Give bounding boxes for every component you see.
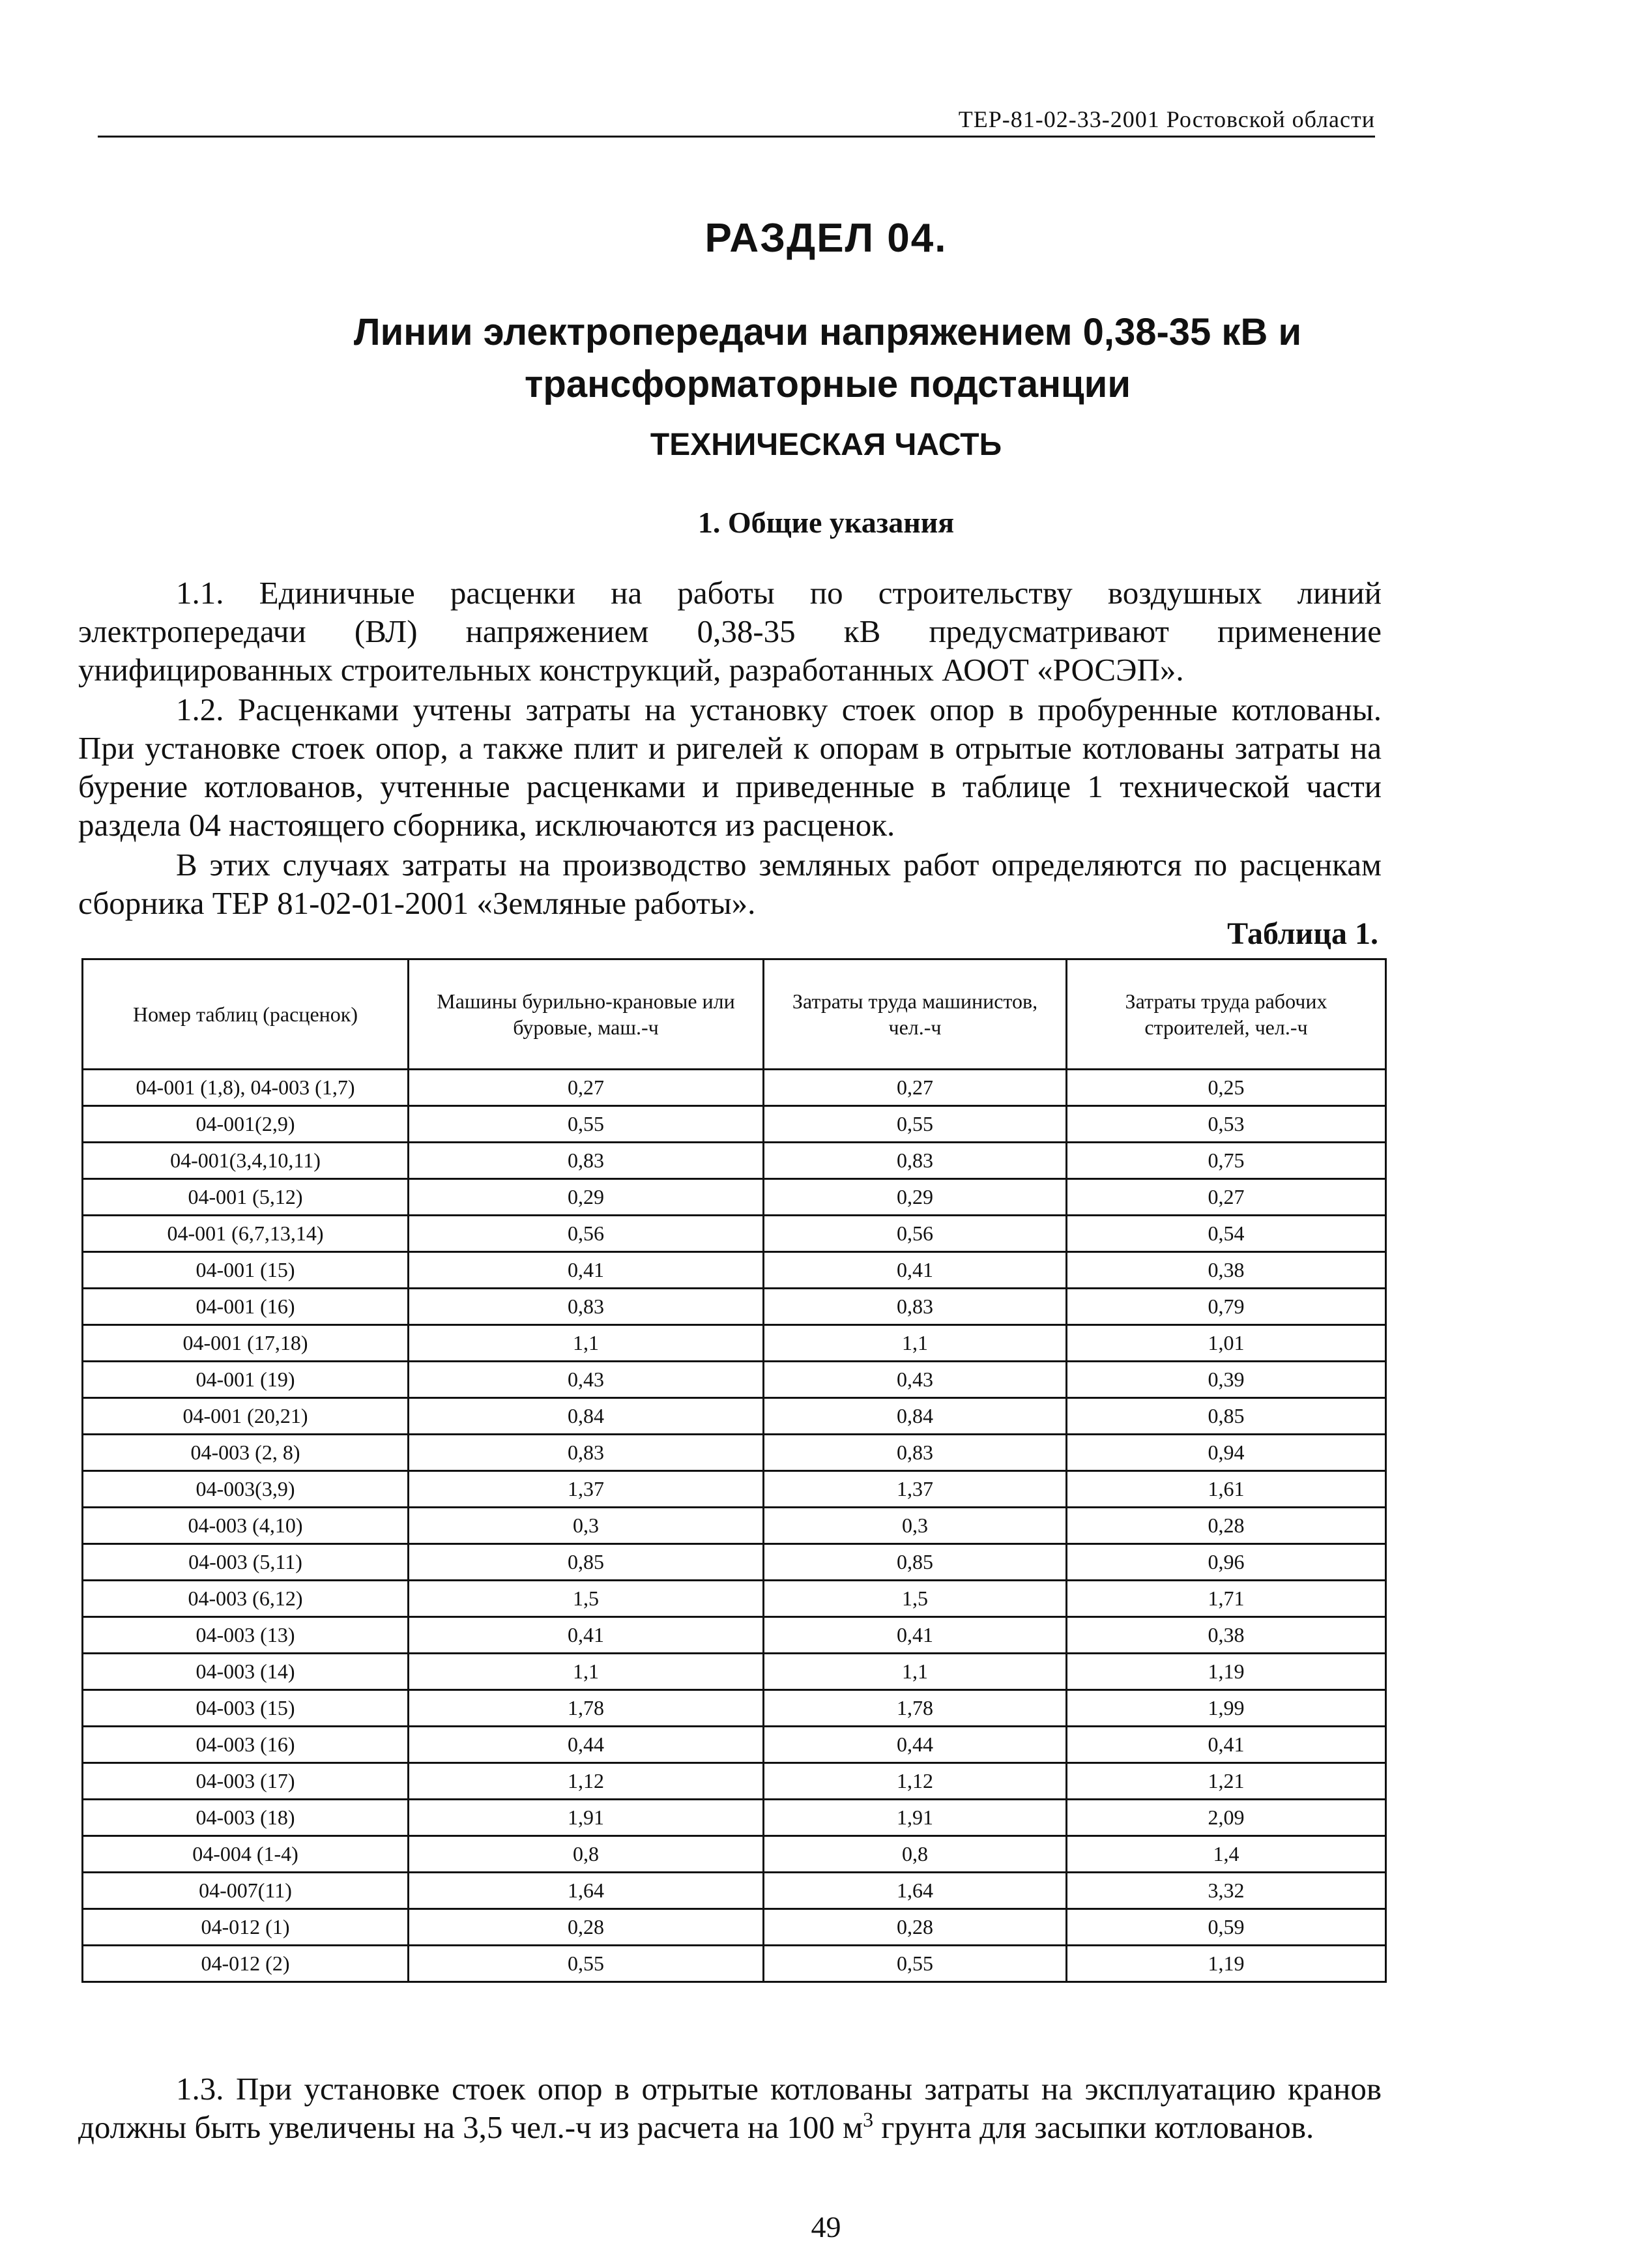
note-text-end: грунта для засыпки котлованов. xyxy=(873,2109,1314,2145)
cell-operators-labor: 1,5 xyxy=(764,1581,1067,1617)
cell-table-number: 04-001 (20,21) xyxy=(83,1398,409,1435)
paragraph-1-2: 1.2. Расценками учтены затраты на установку стоек опор в пробуренные котлованы. При установке стоек опор, а также плит и ригелей к опорам в отрытые котлованы затраты на бурение котлованов, учтенные расценками и приведенные в таблице 1 технической части раздела 04 настоящего сборника, исключаются из расценок. xyxy=(78,692,1382,843)
cell-machines: 0,8 xyxy=(409,1836,764,1873)
cell-table-number: 04-001 (16) xyxy=(83,1289,409,1325)
table-row xyxy=(83,1398,1386,1435)
cell-workers-labor: 0,28 xyxy=(1067,1508,1386,1544)
cell-operators-labor: 0,83 xyxy=(764,1435,1067,1471)
table-row xyxy=(83,1617,1386,1654)
cell-table-number: 04-004 (1-4) xyxy=(83,1836,409,1873)
cell-workers-labor: 0,25 xyxy=(1067,1070,1386,1106)
table-row xyxy=(83,1763,1386,1800)
table-row xyxy=(83,1362,1386,1398)
cell-operators-labor: 0,83 xyxy=(764,1143,1067,1179)
cell-operators-labor: 1,12 xyxy=(764,1763,1067,1800)
cell-workers-labor: 3,32 xyxy=(1067,1873,1386,1909)
cell-workers-labor: 0,38 xyxy=(1067,1617,1386,1654)
cell-workers-labor: 1,19 xyxy=(1067,1654,1386,1690)
table-header-row xyxy=(83,959,1386,1070)
cell-workers-labor: 0,53 xyxy=(1067,1106,1386,1143)
cell-workers-labor: 0,79 xyxy=(1067,1289,1386,1325)
cell-operators-labor: 0,41 xyxy=(764,1252,1067,1289)
cell-workers-labor: 0,94 xyxy=(1067,1435,1386,1471)
cell-machines: 0,28 xyxy=(409,1909,764,1946)
cell-workers-labor: 1,61 xyxy=(1067,1471,1386,1508)
table-row xyxy=(83,1179,1386,1216)
paragraph-1-2-continued: В этих случаях затраты на производство земляных работ определяются по расценкам сборника ТЕР 81-02-01-2001 «Земляные работы». xyxy=(78,847,1382,921)
cell-workers-labor: 0,38 xyxy=(1067,1252,1386,1289)
table-row xyxy=(83,1106,1386,1143)
cell-workers-labor: 1,21 xyxy=(1067,1763,1386,1800)
cell-workers-labor: 0,59 xyxy=(1067,1909,1386,1946)
cell-table-number: 04-003 (4,10) xyxy=(83,1508,409,1544)
cell-machines: 1,64 xyxy=(409,1873,764,1909)
table-row xyxy=(83,1216,1386,1252)
column-header-workers-labor: Затраты труда рабочих строителей, чел.-ч xyxy=(1067,959,1386,1070)
table-row xyxy=(83,1143,1386,1179)
cell-operators-labor: 0,41 xyxy=(764,1617,1067,1654)
cell-operators-labor: 0,84 xyxy=(764,1398,1067,1435)
table-row xyxy=(83,1690,1386,1727)
cell-table-number: 04-001 (15) xyxy=(83,1252,409,1289)
table-row xyxy=(83,1836,1386,1873)
cell-workers-labor: 1,71 xyxy=(1067,1581,1386,1617)
cell-machines: 0,55 xyxy=(409,1106,764,1143)
cell-machines: 0,83 xyxy=(409,1289,764,1325)
cell-operators-labor: 0,55 xyxy=(764,1946,1067,1982)
cell-machines: 0,85 xyxy=(409,1544,764,1581)
cell-machines: 0,43 xyxy=(409,1362,764,1398)
cell-machines: 0,27 xyxy=(409,1070,764,1106)
cell-workers-labor: 1,4 xyxy=(1067,1836,1386,1873)
note-superscript: 3 xyxy=(863,2107,874,2131)
table-row xyxy=(83,1946,1386,1982)
table-row xyxy=(83,1508,1386,1544)
cell-table-number: 04-003 (5,11) xyxy=(83,1544,409,1581)
cell-operators-labor: 0,43 xyxy=(764,1362,1067,1398)
running-header: ТЕР-81-02-33-2001 Ростовской области xyxy=(98,104,1375,138)
cell-operators-labor: 1,78 xyxy=(764,1690,1067,1727)
subsection-title: 1. Общие указания xyxy=(697,506,955,539)
table-row xyxy=(83,1070,1386,1106)
cell-workers-labor: 1,19 xyxy=(1067,1946,1386,1982)
cell-operators-labor: 1,91 xyxy=(764,1800,1067,1836)
cell-operators-labor: 0,29 xyxy=(764,1179,1067,1216)
cell-workers-labor: 1,99 xyxy=(1067,1690,1386,1727)
part-title: ТЕХНИЧЕСКАЯ ЧАСТЬ xyxy=(650,428,1002,462)
table-row xyxy=(83,1289,1386,1325)
cell-table-number: 04-003(3,9) xyxy=(83,1471,409,1508)
table-row xyxy=(83,1909,1386,1946)
note-paragraph xyxy=(78,2070,1382,2146)
table-row xyxy=(83,1544,1386,1581)
cell-table-number: 04-003 (18) xyxy=(83,1800,409,1836)
note-1-3 xyxy=(78,2070,1382,2146)
cell-table-number: 04-001 (6,7,13,14) xyxy=(83,1216,409,1252)
cell-workers-labor: 0,75 xyxy=(1067,1143,1386,1179)
cell-workers-labor: 0,41 xyxy=(1067,1727,1386,1763)
cell-operators-labor: 0,44 xyxy=(764,1727,1067,1763)
cell-operators-labor: 1,37 xyxy=(764,1471,1067,1508)
cell-machines: 0,56 xyxy=(409,1216,764,1252)
cell-machines: 0,83 xyxy=(409,1143,764,1179)
cell-workers-labor: 1,01 xyxy=(1067,1325,1386,1362)
cell-table-number: 04-001 (19) xyxy=(83,1362,409,1398)
paragraph-1-1: 1.1. Единичные расценки на работы по строительству воздушных линий электропередачи (ВЛ) напряжением 0,38-35 кВ предусматривают применение унифицированных строительных конструкций, разработанных АООТ «РОСЭП». xyxy=(78,575,1382,688)
rates-table xyxy=(81,958,1387,1983)
section-subtitle-line-1: Линии электропередачи напряжением 0,38-35 кВ и xyxy=(353,311,1302,353)
table-row xyxy=(83,1727,1386,1763)
cell-workers-labor: 0,96 xyxy=(1067,1544,1386,1581)
section-subtitle xyxy=(163,306,1492,411)
cell-machines: 0,84 xyxy=(409,1398,764,1435)
cell-operators-labor: 0,8 xyxy=(764,1836,1067,1873)
cell-machines: 1,37 xyxy=(409,1471,764,1508)
cell-operators-labor: 1,1 xyxy=(764,1654,1067,1690)
cell-table-number: 04-001 (5,12) xyxy=(83,1179,409,1216)
section-title: РАЗДЕЛ 04. xyxy=(704,216,948,261)
cell-workers-labor: 0,39 xyxy=(1067,1362,1386,1398)
table-caption: Таблица 1. xyxy=(1227,916,1378,951)
cell-machines: 0,83 xyxy=(409,1435,764,1471)
cell-table-number: 04-001 (17,18) xyxy=(83,1325,409,1362)
cell-workers-labor: 0,27 xyxy=(1067,1179,1386,1216)
cell-operators-labor: 0,55 xyxy=(764,1106,1067,1143)
cell-table-number: 04-012 (2) xyxy=(83,1946,409,1982)
cell-operators-labor: 0,28 xyxy=(764,1909,1067,1946)
table-body xyxy=(83,1070,1386,1982)
cell-operators-labor: 0,3 xyxy=(764,1508,1067,1544)
page-number: 49 xyxy=(811,2210,841,2244)
cell-machines: 1,12 xyxy=(409,1763,764,1800)
cell-table-number: 04-012 (1) xyxy=(83,1909,409,1946)
cell-machines: 1,1 xyxy=(409,1654,764,1690)
table-row xyxy=(83,1252,1386,1289)
body-text xyxy=(78,574,1382,922)
cell-operators-labor: 0,85 xyxy=(764,1544,1067,1581)
cell-workers-labor: 2,09 xyxy=(1067,1800,1386,1836)
cell-table-number: 04-003 (6,12) xyxy=(83,1581,409,1617)
cell-table-number: 04-001(3,4,10,11) xyxy=(83,1143,409,1179)
table-row xyxy=(83,1581,1386,1617)
column-header-operators-labor: Затраты труда машинистов, чел.-ч xyxy=(764,959,1067,1070)
cell-table-number: 04-003 (14) xyxy=(83,1654,409,1690)
cell-machines: 1,1 xyxy=(409,1325,764,1362)
cell-machines: 1,5 xyxy=(409,1581,764,1617)
cell-operators-labor: 1,1 xyxy=(764,1325,1067,1362)
cell-machines: 0,41 xyxy=(409,1617,764,1654)
cell-table-number: 04-003 (2, 8) xyxy=(83,1435,409,1471)
cell-machines: 0,3 xyxy=(409,1508,764,1544)
cell-table-number: 04-001(2,9) xyxy=(83,1106,409,1143)
cell-table-number: 04-001 (1,8), 04-003 (1,7) xyxy=(83,1070,409,1106)
table-row xyxy=(83,1800,1386,1836)
cell-operators-labor: 1,64 xyxy=(764,1873,1067,1909)
cell-machines: 0,41 xyxy=(409,1252,764,1289)
cell-table-number: 04-007(11) xyxy=(83,1873,409,1909)
cell-workers-labor: 0,54 xyxy=(1067,1216,1386,1252)
cell-table-number: 04-003 (16) xyxy=(83,1727,409,1763)
cell-machines: 1,78 xyxy=(409,1690,764,1727)
cell-operators-labor: 0,27 xyxy=(764,1070,1067,1106)
table-row xyxy=(83,1435,1386,1471)
cell-table-number: 04-003 (17) xyxy=(83,1763,409,1800)
cell-table-number: 04-003 (13) xyxy=(83,1617,409,1654)
table-row xyxy=(83,1873,1386,1909)
column-header-table-number: Номер таблиц (расценок) xyxy=(83,959,409,1070)
section-subtitle-line-2: трансформаторные подстанции xyxy=(525,363,1131,405)
column-header-machines: Машины бурильно-крановые или буровые, маш.-ч xyxy=(409,959,764,1070)
cell-machines: 0,29 xyxy=(409,1179,764,1216)
table-row xyxy=(83,1471,1386,1508)
cell-workers-labor: 0,85 xyxy=(1067,1398,1386,1435)
table-row xyxy=(83,1325,1386,1362)
cell-machines: 1,91 xyxy=(409,1800,764,1836)
cell-machines: 0,44 xyxy=(409,1727,764,1763)
cell-table-number: 04-003 (15) xyxy=(83,1690,409,1727)
note-text: 1.3. При установке стоек опор в отрытые котлованы затраты на эксплуатацию кранов должны быть увеличены на 3,5 чел.-ч из расчета на 100 м xyxy=(78,2071,1382,2145)
cell-machines: 0,55 xyxy=(409,1946,764,1982)
table-row xyxy=(83,1654,1386,1690)
cell-operators-labor: 0,83 xyxy=(764,1289,1067,1325)
cell-operators-labor: 0,56 xyxy=(764,1216,1067,1252)
